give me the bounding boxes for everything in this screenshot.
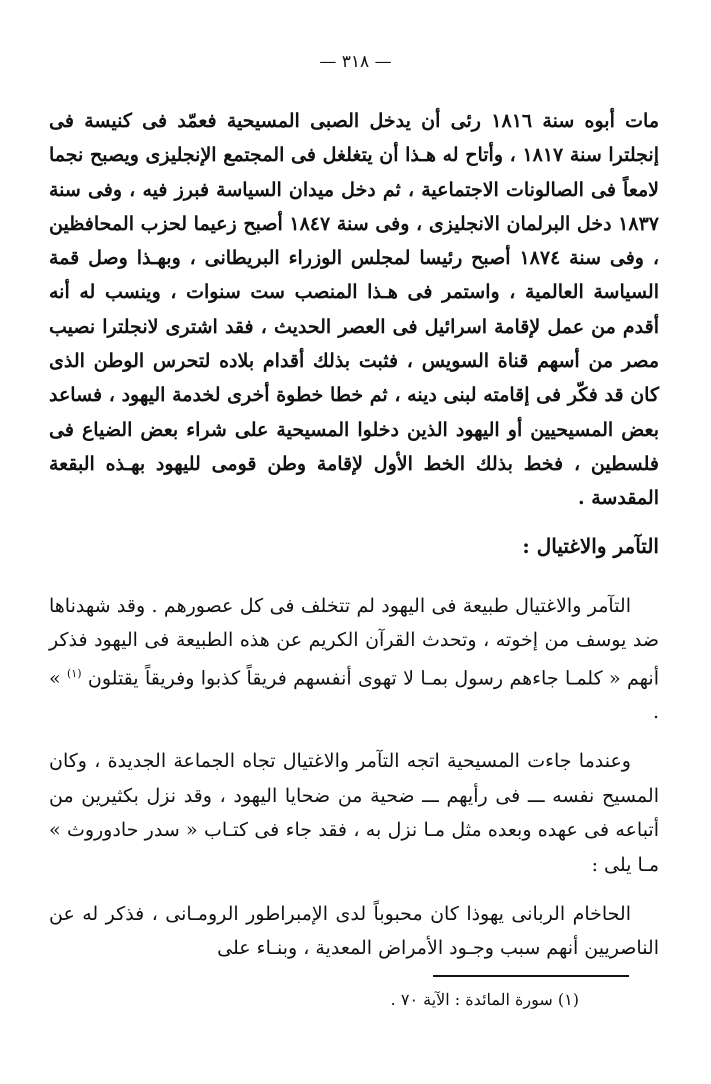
paragraph-main-text: التآمر والاغتيال طبيعة فى اليهود لم تتخلف فى كل عصورهم . وقد شهدناها ضد يوسف من إخوته ، وتحدث القرآن الكريم عن هذه الطبيعة فى اليهود فذكر أنهم « كلمـا جاءهم رسول بمـا لا تهوى أنفسهم فريقاً كذبوا وفريقاً يقتلون bbox=[49, 595, 659, 690]
paragraph-text bbox=[49, 898, 659, 965]
paragraph-christianity bbox=[49, 744, 659, 882]
paragraph-rabbi bbox=[49, 898, 659, 965]
paragraph-main-text: وعندما جاءت المسيحية اتجه التآمر والاغتيال تجاه الجماعة الجديدة ، وكان المسيح نفسه ـــ فى رأيهم ـــ ضحية من ضحايا اليهود ، وقد نزل بكثيرين من أتباعه فى عهده وبعده مثل مـا نزل به ، فقد جاء فى كتـاب « سدر حادوروث » مـا يلى : bbox=[49, 750, 659, 876]
paragraph-text: مات أبوه سنة ١٨١٦ رئى أن يدخل الصبى المسيحية فعمّد فى كنيسة فى إنجلترا سنة ١٨١٧ ، وأتاح له هـذا أن يتغلغل فى المجتمع الإنجليزى ويصبح نجما لامعاً فى الصالونات الاجتماعية ، ثم دخل ميدان السياسة فبرز فيه ، وفى سنة ١٨٣٧ دخل البرلمان الانجليزى ، وفى سنة ١٨٤٧ أصبح زعيما لحزب المحافظين ، وفى سنة ١٨٧٤ أصبح رئيسا لمجلس الوزراء البريطانى ، وبهـذا وصل قمة السياسة العالمية ، واستمر فى هـذا المنصب ست سنوات ، وينسب له أنه أقدم من عمل لإقامة اسرائيل فى العصر الحديث ، فقد اشترى لانجلترا نصيب مصر من أسهم قناة السويس ، فثبت بذلك أقدام بلاده لتحرس الوطن الذى كان قد فكّر فى إقامته لبنى دينه ، ثم خطا خطوة أخرى لخدمة اليهود ، فساعد بعض المسيحيين أو اليهود الذين دخلوا المسيحية على شراء بعض الضياع فى فلسطين ، فخط بذلك الخط الأول لإقامة وطن قومى لليهود بهـذه البقعة المقدسة . bbox=[49, 110, 660, 510]
paragraph-text bbox=[49, 744, 659, 882]
paragraph-biography bbox=[49, 104, 659, 516]
paragraph-main-text: الحاخام الربانى يهوذا كان محبوباً لدى الإمبراطور الرومـانى ، فذكر له عن الناصريين أنهم سبب وجـود الأمراض المعدية ، وبنـاء على bbox=[49, 903, 659, 959]
footnote-divider bbox=[433, 975, 629, 977]
paragraph-conspiracy bbox=[49, 590, 659, 729]
footnote: (١) سورة المائدة : الآية ٧٠ . bbox=[390, 990, 579, 1009]
quote-close: » . bbox=[49, 667, 659, 723]
paragraph-text bbox=[49, 590, 659, 729]
section-heading: التآمر والاغتيال : bbox=[522, 534, 659, 558]
page-number: — ٣١٨ — bbox=[319, 52, 392, 72]
footnote-reference: (١) bbox=[67, 667, 82, 680]
